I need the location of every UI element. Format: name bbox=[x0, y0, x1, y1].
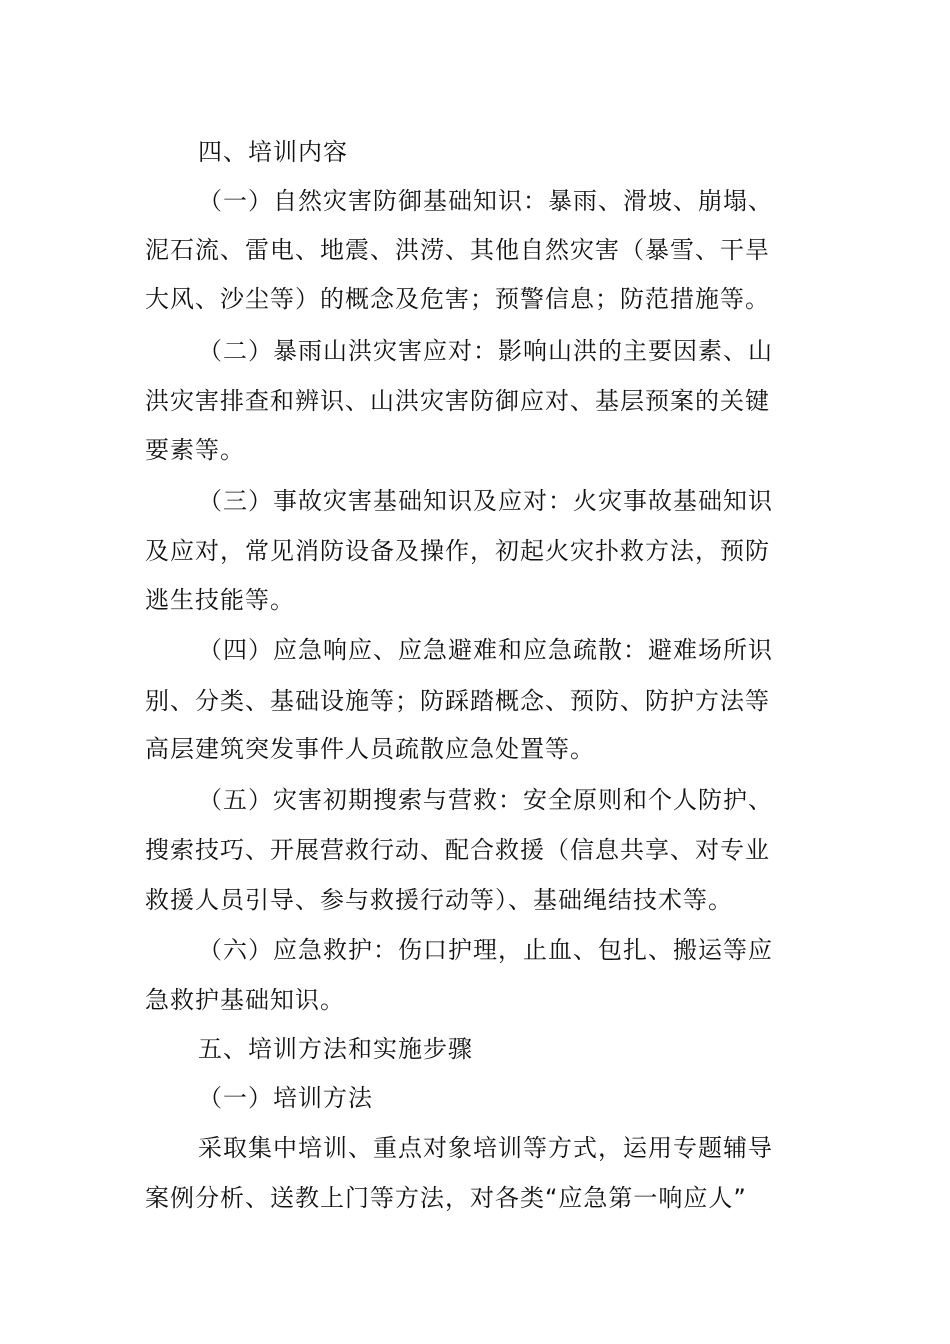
paragraph-line: 搜索技巧、开展营救行动、配合救援（信息共享、对专业 bbox=[145, 836, 770, 864]
paragraph-line: 别、分类、基础设施等；防踩踏概念、预防、防护方法等 bbox=[145, 687, 770, 715]
section-heading-training-methods: 五、培训方法和实施步骤 bbox=[198, 1035, 473, 1063]
paragraph-line: 及应对，常见消防设备及操作，初起火灾扑救方法，预防 bbox=[145, 537, 770, 565]
paragraph-line: 高层建筑突发事件人员疏散应急处置等。 bbox=[145, 735, 595, 763]
paragraph-line: （二）暴雨山洪灾害应对：影响山洪的主要因素、山 bbox=[198, 337, 773, 365]
paragraph-line: 救援人员引导、参与救援行动等）、基础绳结技术等。 bbox=[145, 886, 733, 914]
paragraph-line: （一）自然灾害防御基础知识：暴雨、滑坡、崩塌、 bbox=[198, 187, 773, 215]
paragraph-line: 泥石流、雷电、地震、洪涝、其他自然灾害（暴雪、干旱 bbox=[145, 236, 770, 264]
paragraph-line: 逃生技能等。 bbox=[145, 586, 295, 614]
paragraph-line: 要素等。 bbox=[145, 436, 245, 464]
paragraph-line: （四）应急响应、应急避难和应急疏散：避难场所识 bbox=[198, 636, 773, 664]
paragraph-line: 洪灾害排查和辨识、山洪灾害防御应对、基层预案的关键 bbox=[145, 387, 770, 415]
subsection-heading-training-method: （一）培训方法 bbox=[198, 1084, 373, 1112]
paragraph-line: （三）事故灾害基础知识及应对：火灾事故基础知识 bbox=[198, 487, 773, 515]
paragraph-line: 采取集中培训、重点对象培训等方式，运用专题辅导 bbox=[198, 1134, 773, 1162]
section-heading-training-content: 四、培训内容 bbox=[198, 138, 348, 166]
paragraph-line: 案例分析、送教上门等方法，对各类“应急第一响应人” bbox=[145, 1184, 747, 1212]
paragraph-line: 大风、沙尘等）的概念及危害；预警信息；防范措施等。 bbox=[145, 285, 770, 313]
paragraph-line: （六）应急救护：伤口护理，止血、包扎、搬运等应 bbox=[198, 936, 773, 964]
paragraph-line: 急救护基础知识。 bbox=[145, 986, 345, 1014]
paragraph-line: （五）灾害初期搜索与营救：安全原则和个人防护、 bbox=[198, 786, 773, 814]
